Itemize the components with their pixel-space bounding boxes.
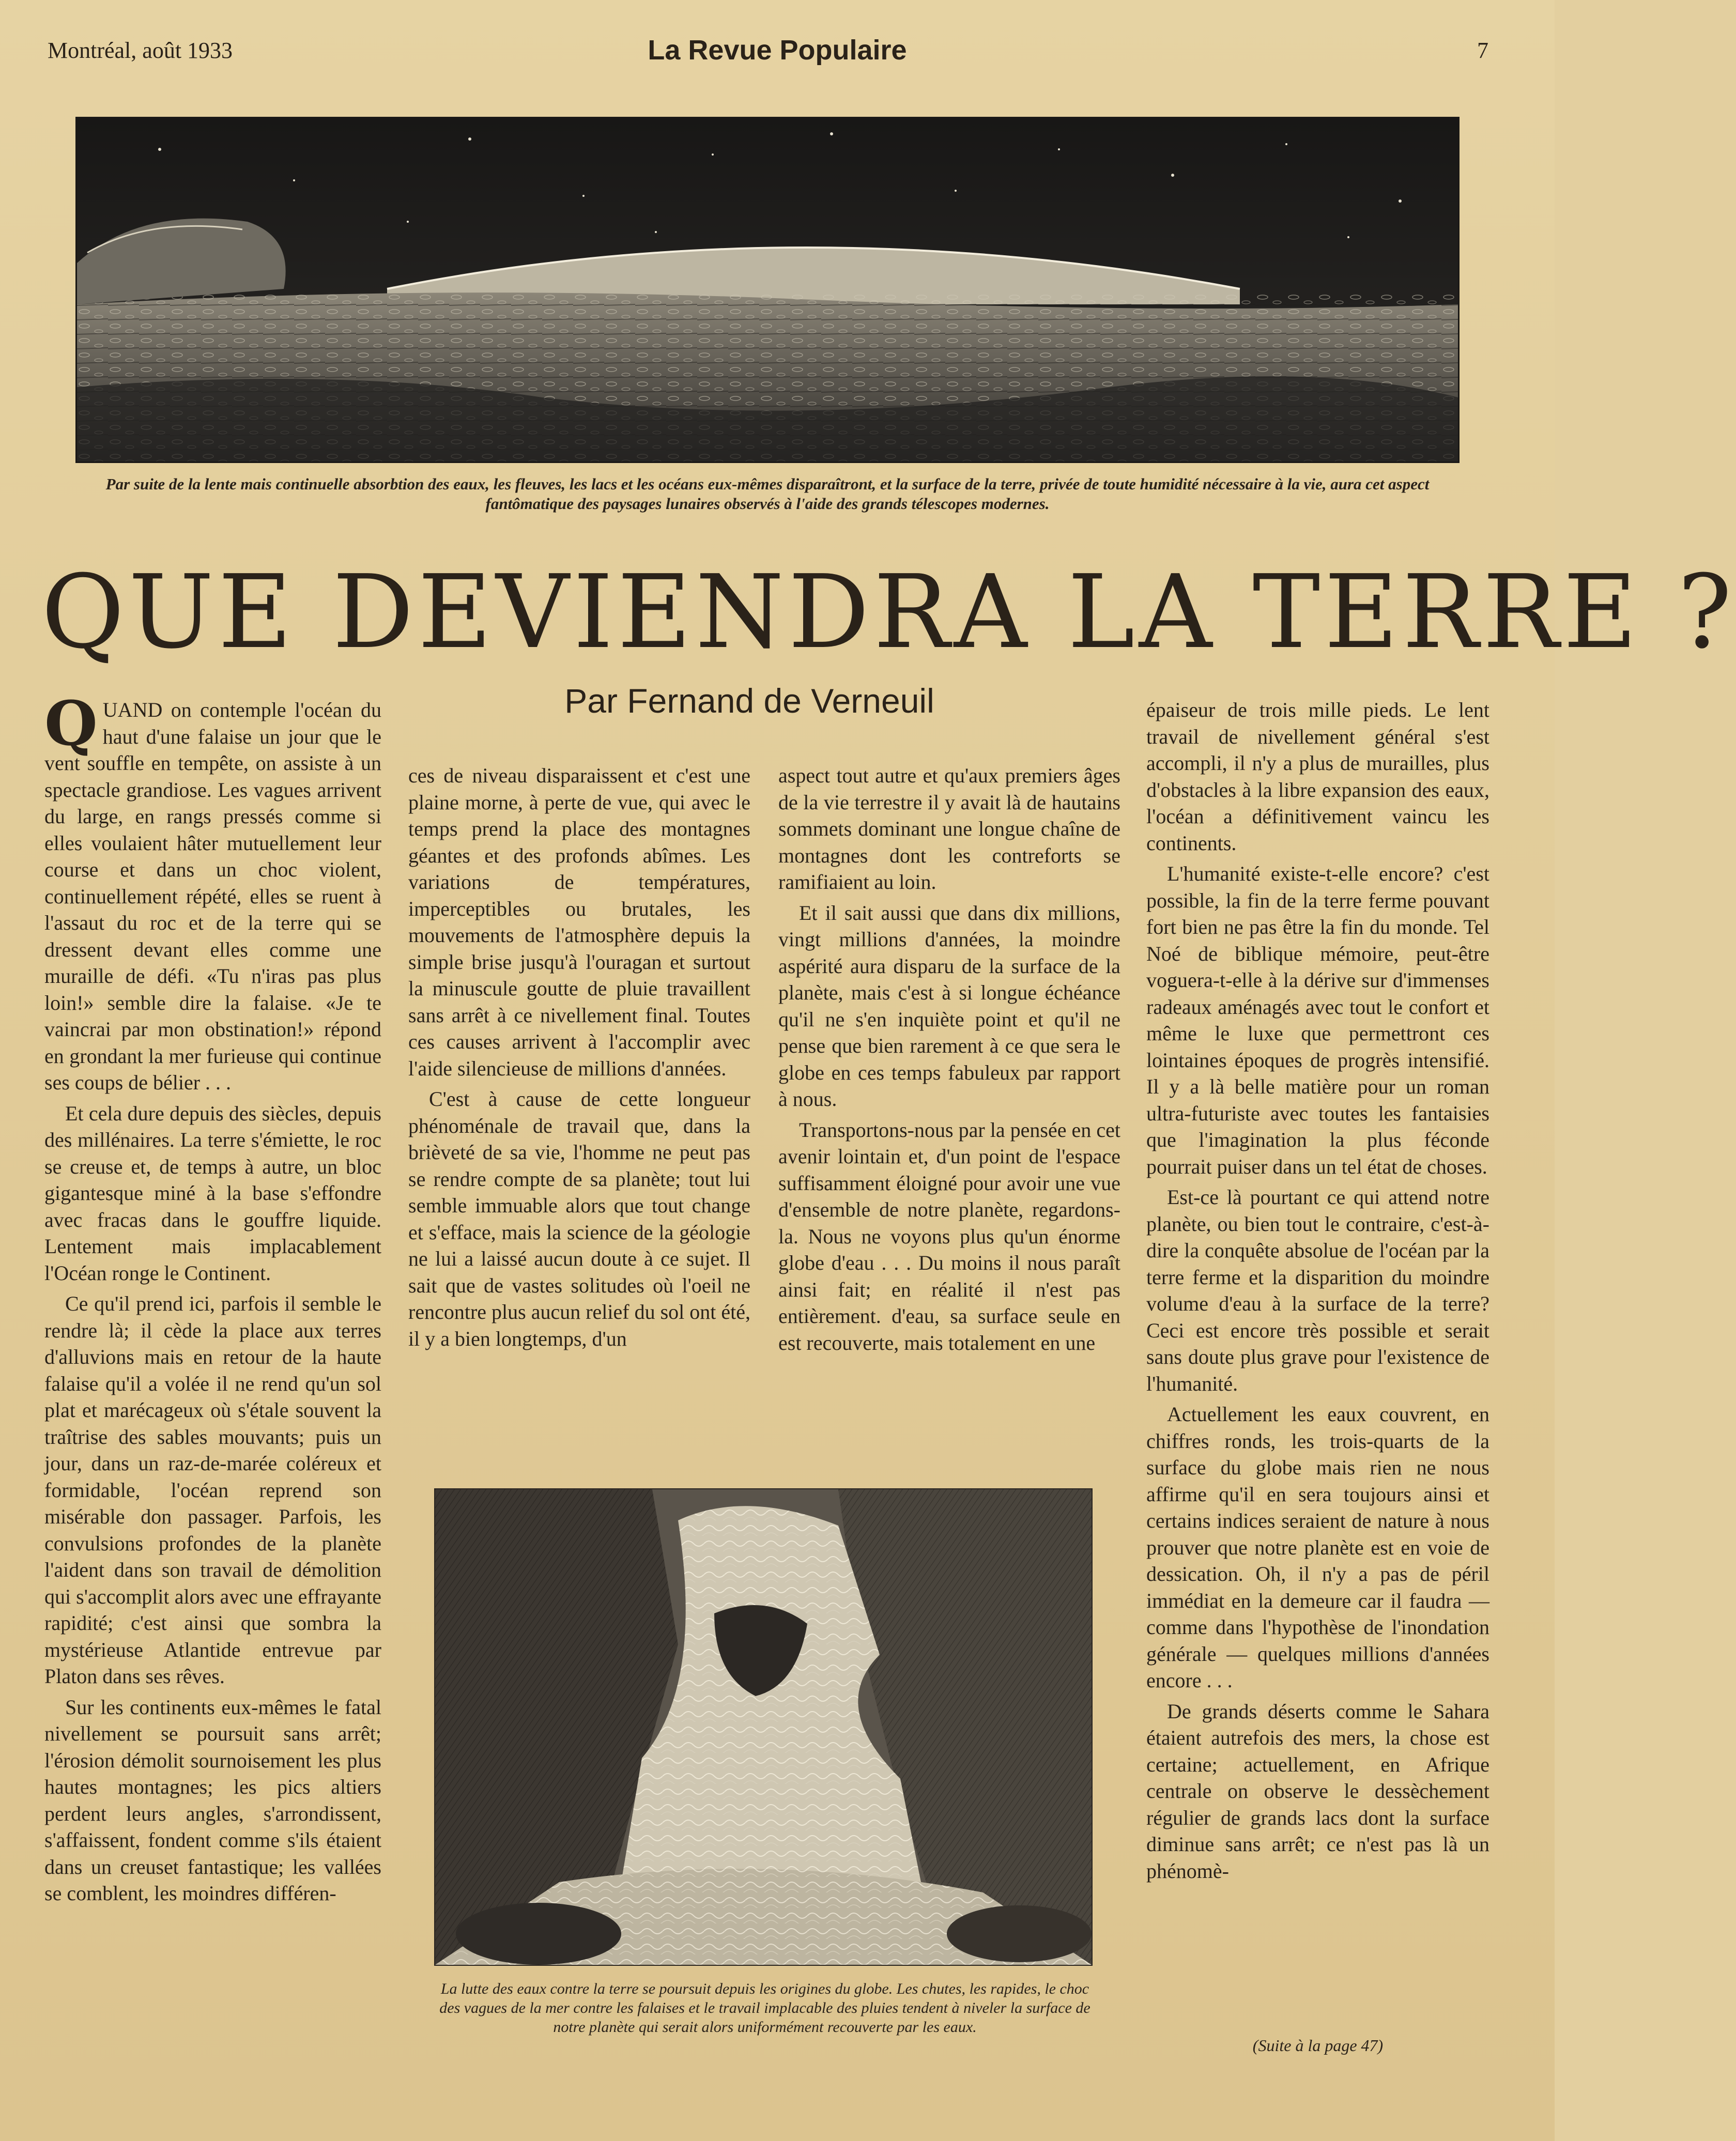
paragraph: Ce qu'il prend ici, parfois il semble le rendre là; il cède la place aux terres d'alluvions mais en retour de la haute falaise qu'il a volée il ne rend qu'un sol plat et marécageux où s'étale souvent la traîtrise des sables mouvants; puis un jour, dans un raz-de-marée coléreux et formidable, l'océan reprend son misérable don passager. Parfois, les convulsions profondes de la planète l'aident dans son travail de démolition qui s'accomplit alors avec une effrayante rapidité; c'est ainsi que sombra la mystérieuse Atlantide entrevue par Platon dans ses rêves. — [44, 1292, 381, 1688]
paragraph: Actuellement les eaux couvrent, en chiffres ronds, les trois-quarts de la surface du globe mais rien ne nous affirme qu'il en sera toujours ainsi et certains indices seraient de nature à nous prouver que notre planète est en voie de dessication. Oh, il n'y a pas de péril immédiat en la demeure car il faudra — comme dans l'hypothèse de l'inondation générale — quelques millions d'années encore . . . — [1146, 1403, 1489, 1692]
paragraph: Sur les continents eux-mêmes le fatal nivellement se poursuit sans arrêt; l'érosion démolit sournoisement les plus hautes montagnes; les pics altiers perdent leurs angles, s'arrondissent, s'affaissent, fondent comme s'ils étaient dans un creuset fantastique; les vallées se comblent, les moindres différen- — [44, 1695, 381, 1905]
waterfall-drawing — [435, 1489, 1092, 1965]
paragraph: Est-ce là pourtant ce qui attend notre planète, ou bien tout le contraire, c'est-à-dire la conquête absolue de l'océan par la terre ferme et la disparition du moindre volume d'eau à la surface de la terre? Ceci est encore très possible et serait sans doute plus grave pour l'existence de l'humanité. — [1146, 1185, 1489, 1395]
paragraph: aspect tout autre et qu'aux premiers âges de la vie terrestre il y avait là de hautains sommets dominant une longue chaîne de montagnes dont les contreforts se ramifiaient au loin. — [778, 764, 1120, 894]
column-2 — [408, 762, 750, 1356]
column-4 — [1146, 697, 1489, 1888]
magazine-title: La Revue Populaire — [648, 35, 907, 66]
moonscape-drawing — [77, 118, 1458, 461]
paragraph: QUAND on contemple l'océan du haut d'une falaise un jour que le vent souffle en tempête, on assiste à un spectacle grandiose. Les vagues arrivent du large, en rangs pressés comme si elles voulaient hâter mutuellement leur course et dans un choc violent, continuellement répété, elles se ruent à l'assaut du roc et de la terre qui se dressent devant elles comme une muraille de défi. «Tu n'iras pas plus loin!» semble dire la falaise. «Je te vaincrai par mon obstination!» répond en grondant la mer furieuse qui continue ses coups de bélier . . . — [44, 687, 381, 1094]
column-1 — [44, 687, 381, 1911]
paragraph: épaiseur de trois mille pieds. Le lent travail de nivellement général s'est accompli, il n'y a plus de murailles, plus d'obstacles à la libre expansion des eaux, l'océan a définitivement vaincu les continents. — [1146, 698, 1489, 855]
paragraph: Et cela dure depuis des siècles, depuis des millénaires. La terre s'émiette, le roc se creuse et, de temps à autre, un bloc gigantesque miné à la base s'effondre avec fracas dans le gouffre liquide. Lentement mais implacablement l'Océan ronge le Continent. — [44, 1101, 381, 1285]
top-illustration-caption: Par suite de la lente mais continuelle absorbtion des eaux, les fleuves, les lacs et les océans eux-mêmes disparaîtront, et la surface de la terre, privée de toute humidité nécessaire à la vie, aura cet aspect fantômatique des paysages lunaires observés à l'aide des grands télescopes modernes. — [105, 475, 1430, 513]
paragraph: L'humanité existe-t-elle encore? c'est possible, la fin de la terre ferme pouvant fort bien ne pas être la fin du monde. Tel Noé de biblique mémoire, peut-être voguera-t-elle à la dérive sur d'immenses radeaux aménagés avec tout le confort et même le luxe que permettront ces lointaines époques de progrès intensifié. Il y a là belle matière pour un roman ultra-futuriste avec toutes les fantaisies que l'imagination la plus féconde pourrait puiser dans un tel état de choses. — [1146, 862, 1489, 1178]
article-title: QUE DEVIENDRA LA TERRE ? — [41, 553, 1736, 671]
paragraph: Transportons-nous par la pensée en cet avenir lointain et, d'un point de l'espace suffisamment éloigné pour avoir une vue d'ensemble de notre planète, regardons-la. Nous ne voyons plus qu'un énorme globe d'eau . . . Du moins il nous paraît ainsi fait; en réalité il n'est pas entièrement. d'eau, sa surface seule en est recouverte, mais totalement en une — [778, 1118, 1120, 1354]
paragraph: De grands déserts comme le Sahara étaient autrefois des mers, la chose est certaine; actuellement, en Afrique centrale on observe le dessèchement régulier de grands lacs dont la surface diminue sans arrêt; ce n'est pas là un phénomè- — [1146, 1699, 1489, 1883]
waterfall-illustration — [434, 1488, 1093, 1966]
column-3 — [778, 762, 1120, 1360]
page-number: 7 — [1477, 38, 1488, 63]
paragraph: C'est à cause de cette longueur phénoménale de travail que, dans la brièveté de sa vie, l'homme ne peut pas se rendre compte de sa planète; tout lui semble immuable alors que tout change et s'efface, mais la science de la géologie ne lui a laissé aucun doute à ce sujet. Il sait que de vastes solitudes où l'oeil ne rencontre plus aucun relief du sol ont été, il y a bien longtemps, d'un — [408, 1087, 750, 1350]
article-byline: Par Fernand de Verneuil — [564, 682, 934, 720]
paragraph: ces de niveau disparaissent et c'est une plaine morne, à perte de vue, qui avec le temps prend la place des montagnes géantes et des profonds abîmes. Les variations de températures, imperceptibles ou brutales, les mouvements de l'atmosphère depuis la simple brise jusqu'à l'ouragan et surtout la minuscule goutte de pluie travaillent sans arrêt à ce nivellement final. Toutes ces causes arrivent à l'accomplir avec l'aide silencieuse de millions d'années. — [408, 764, 750, 1080]
issue-date: Montréal, août 1933 — [48, 38, 233, 63]
drop-cap: Q — [44, 687, 98, 759]
continued-on-page-note: (Suite à la page 47) — [1252, 2036, 1384, 2055]
bottom-illustration-caption: La lutte des eaux contre la terre se poursuit depuis les origines du globe. Les chutes, les rapides, le choc des vagues de la mer contre les falaises et le travail implacable des pluies tendent à niveler la surface de notre planète qui serait alors uniformément recouverte par les eaux. — [439, 1980, 1090, 2036]
paragraph: Et il sait aussi que dans dix millions, vingt millions d'années, la moindre aspérité aura disparu de la surface de la planète, mais c'est à si longue échéance qu'il ne s'en inquiète point et qu'il ne pense que bien rarement à ce que sera le globe en ces temps fabuleux par rapport à nous. — [778, 901, 1120, 1111]
moonscape-illustration — [75, 117, 1460, 463]
